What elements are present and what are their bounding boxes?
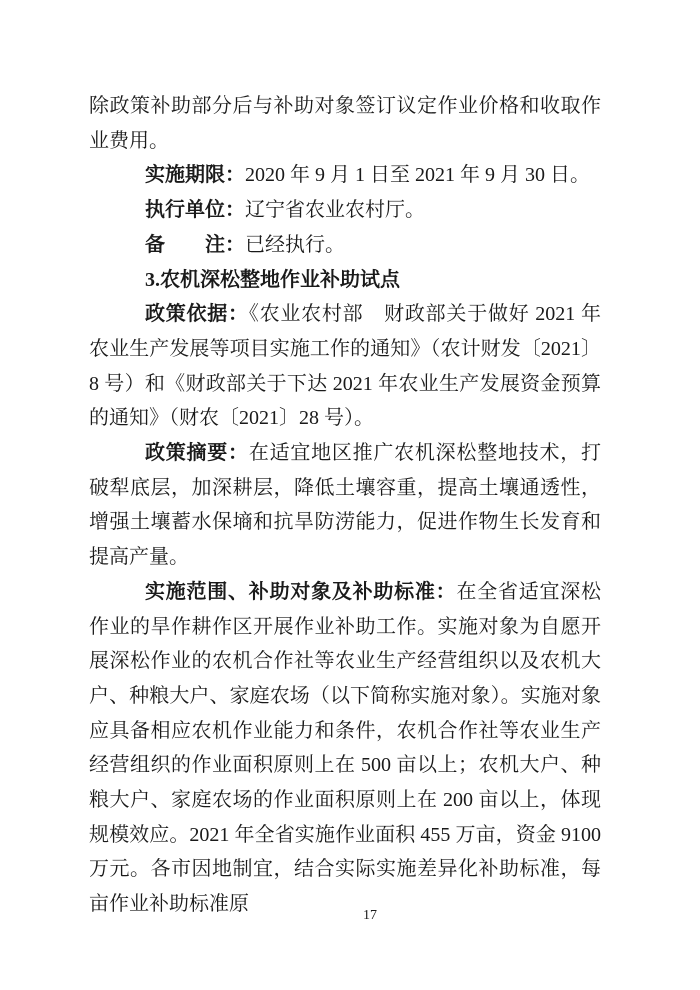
field-value-policy-basis: 《农业农村部 财政部关于做好 2021 年农业生产发展等项目实施工作的通知》（农计财发〔2021〕8 号）和《财政部关于下达 2021 年农业生产发展资金预算的通知》（财农〔2021〕28 号）。 [89, 303, 602, 430]
paragraph-policy-basis [89, 297, 601, 436]
paragraph-continuation [89, 89, 601, 158]
paragraph-executing-unit [89, 193, 601, 228]
page-body-text [89, 89, 601, 922]
page-number: 17 [363, 908, 377, 923]
field-label-implementation-period: 实施期限： [145, 164, 245, 187]
field-label-policy-summary: 政策摘要： [145, 442, 249, 465]
field-label-scope-and-standards: 实施范围、补助对象及补助标准： [145, 580, 457, 603]
field-value-policy-summary: 在适宜地区推广农机深松整地技术，打破犁底层，加深耕层，降低土壤容重，提高土壤通透性，增强土壤蓄水保墒和抗旱防涝能力，促进作物生长发育和提高产量。 [89, 442, 602, 569]
field-label-policy-basis: 政策依据： [145, 303, 249, 326]
field-value-scope-and-standards: 在全省适宜深松作业的旱作耕作区开展作业补助工作。实施对象为自愿开展深松作业的农机合作社等农业生产经营组织以及农机大户、种粮大户、家庭农场（以下简称实施对象）。实施对象应具备相应农机作业能力和条件，农机合作社等农业生产经营组织的作业面积原则上在 500 亩以上；农机大户、种粮大户、家庭农场的作业面积原则上在 200 亩以上，体现规模效应。2021 年全省实施作业面积 455 万亩，资金 9100 万元。各市因地制宜，结合实际实施差异化补助标准，每亩作业补助标准原 [89, 580, 602, 916]
paragraph-remarks [89, 228, 601, 263]
field-value-remarks: 已经执行。 [245, 233, 345, 256]
paragraph-text: 除政策补助部分后与补助对象签订议定作业价格和收取作业费用。 [89, 95, 601, 152]
field-value-executing-unit: 辽宁省农业农村厅。 [245, 199, 425, 222]
section-heading [89, 263, 601, 298]
paragraph-policy-summary [89, 436, 601, 575]
field-label-remarks: 备 注： [145, 233, 245, 256]
field-label-executing-unit: 执行单位： [145, 199, 245, 222]
paragraph-scope-and-standards [89, 575, 601, 922]
paragraph-implementation-period [89, 158, 601, 193]
field-value-implementation-period: 2020 年 9 月 1 日至 2021 年 9 月 30 日。 [245, 164, 590, 187]
section-heading-text: 3.农机深松整地作业补助试点 [145, 268, 400, 291]
